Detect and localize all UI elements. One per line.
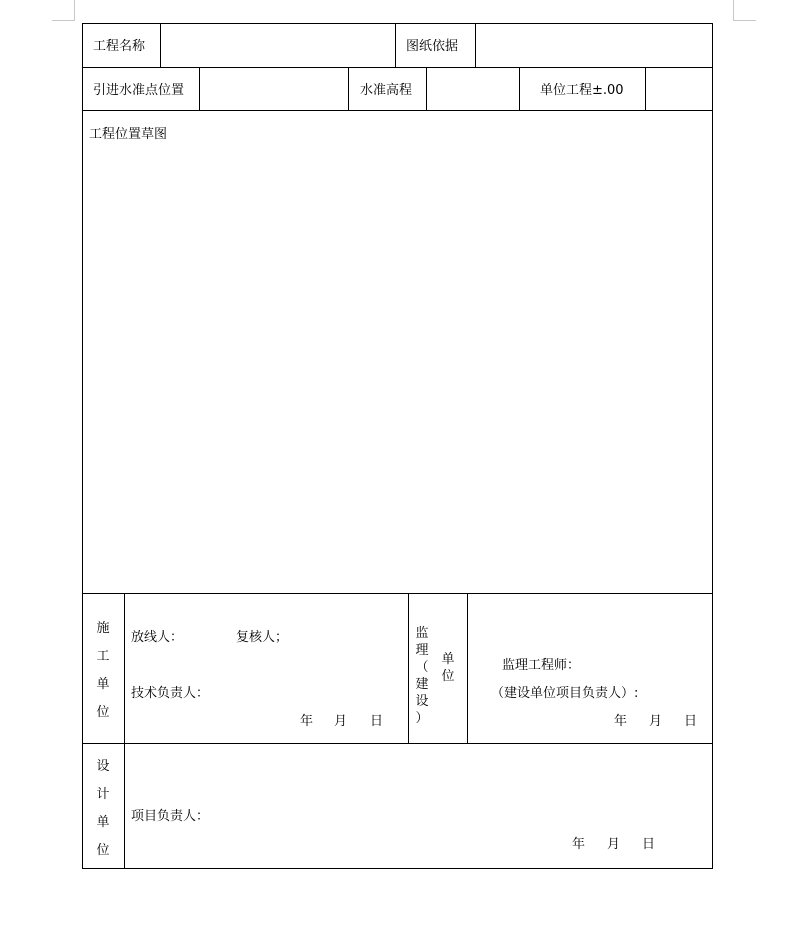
row-divider	[83, 593, 712, 594]
cell-divider	[519, 67, 520, 110]
project-name-field[interactable]	[161, 28, 394, 62]
survey-layout-form	[82, 23, 713, 869]
cell-divider	[467, 593, 468, 743]
project-name-label: 工程名称	[93, 39, 146, 54]
row-divider	[83, 110, 712, 111]
benchmark-location-label: 引进水准点位置	[93, 83, 185, 98]
page-corner-mark-left	[52, 0, 75, 21]
setter-label: 放线人：	[131, 630, 184, 645]
drawing-basis-label: 图纸依据	[406, 39, 459, 54]
page-corner-mark-right	[733, 0, 756, 21]
cell-divider	[124, 593, 125, 743]
day-label: 日	[370, 714, 384, 729]
day-label: 日	[684, 714, 698, 729]
cell-divider	[408, 593, 409, 743]
row-divider	[83, 743, 712, 744]
tech-lead-label: 技术负责人：	[131, 686, 210, 701]
cell-divider	[348, 67, 349, 110]
day-label: 日	[642, 837, 656, 852]
year-label: 年	[614, 714, 628, 729]
cell-divider	[395, 24, 396, 67]
unit-elevation-field[interactable]	[646, 71, 711, 105]
month-label: 月	[334, 714, 348, 729]
sketch-area[interactable]	[85, 148, 711, 588]
design-unit-label: 设 计 单 位	[96, 759, 110, 858]
supervision-engineer-label: 监理工程师：	[502, 658, 581, 673]
project-lead-label: 项目负责人：	[131, 809, 210, 824]
checker-label: 复核人；	[236, 630, 289, 645]
supervision-unit-label: 监 理 （ 建 设 ）	[415, 626, 429, 726]
year-label: 年	[572, 837, 586, 852]
owner-lead-label: （建设单位项目负责人）:	[491, 686, 639, 701]
benchmark-location-field[interactable]	[200, 71, 347, 105]
unit-elevation-label: 单位工程±.00	[540, 83, 624, 98]
construction-unit-label: 施 工 单 位	[96, 621, 110, 720]
supervision-unit-label-b: 单 位	[441, 652, 455, 684]
sketch-label: 工程位置草图	[89, 127, 168, 142]
row-divider	[83, 67, 712, 68]
benchmark-elevation-field[interactable]	[427, 71, 518, 105]
benchmark-elevation-label: 水准高程	[360, 83, 413, 98]
month-label: 月	[607, 837, 621, 852]
year-label: 年	[300, 714, 314, 729]
drawing-basis-field[interactable]	[476, 28, 711, 62]
cell-divider	[124, 743, 125, 868]
month-label: 月	[649, 714, 663, 729]
